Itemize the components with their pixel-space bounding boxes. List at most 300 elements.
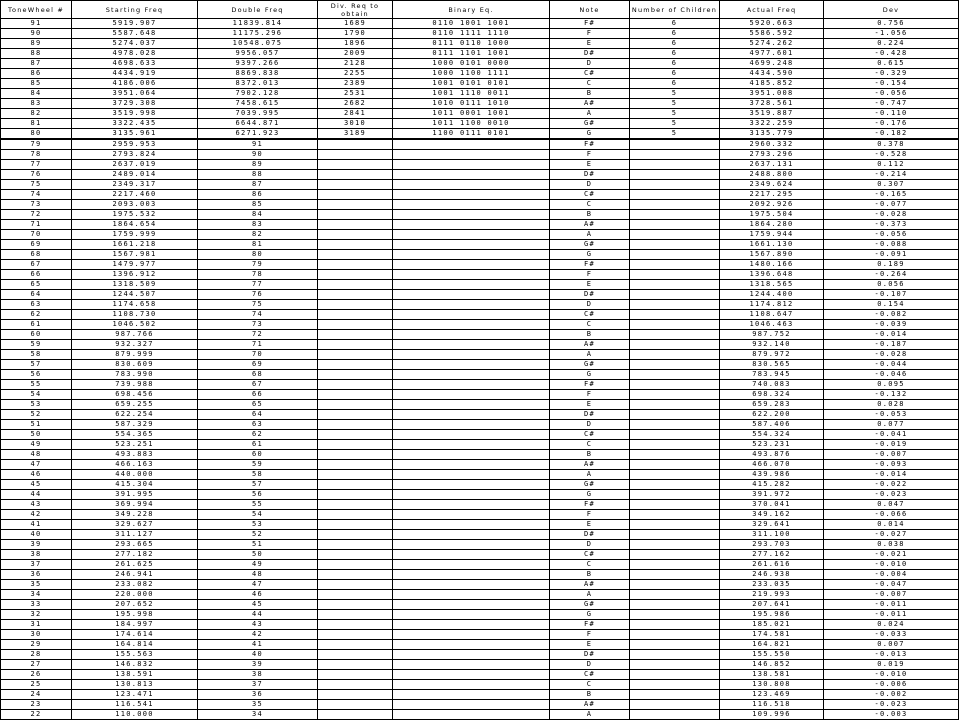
div-req-cell bbox=[318, 640, 393, 650]
starting-freq-cell: 622.254 bbox=[72, 410, 198, 420]
actual-freq-cell: 146.852 bbox=[720, 660, 824, 670]
table-row bbox=[1, 590, 959, 600]
div-req-cell: 2841 bbox=[318, 109, 393, 119]
starting-freq-cell: 246.941 bbox=[72, 570, 198, 580]
binary-eq-cell bbox=[393, 360, 550, 370]
binary-eq-cell bbox=[393, 220, 550, 230]
double-freq-cell: 41 bbox=[198, 640, 318, 650]
binary-eq-cell bbox=[393, 650, 550, 660]
actual-freq-cell: 1567.890 bbox=[720, 250, 824, 260]
children-cell bbox=[630, 380, 720, 390]
starting-freq-cell: 207.652 bbox=[72, 600, 198, 610]
starting-freq-cell: 5587.648 bbox=[72, 29, 198, 39]
binary-eq-cell bbox=[393, 410, 550, 420]
binary-eq-cell bbox=[393, 700, 550, 710]
double-freq-cell: 65 bbox=[198, 400, 318, 410]
note-cell: G# bbox=[550, 360, 630, 370]
note-cell: D# bbox=[550, 49, 630, 59]
binary-eq-cell bbox=[393, 400, 550, 410]
starting-freq-cell: 110.000 bbox=[72, 710, 198, 720]
div-req-cell bbox=[318, 580, 393, 590]
actual-freq-cell: 698.324 bbox=[720, 390, 824, 400]
dev-cell: -0.010 bbox=[824, 670, 959, 680]
binary-eq-cell bbox=[393, 390, 550, 400]
table-row bbox=[1, 430, 959, 440]
double-freq-cell: 72 bbox=[198, 330, 318, 340]
actual-freq-cell: 1975.504 bbox=[720, 210, 824, 220]
tonewheel-cell: 91 bbox=[1, 19, 72, 29]
double-freq-cell: 82 bbox=[198, 230, 318, 240]
double-freq-cell: 56 bbox=[198, 490, 318, 500]
double-freq-cell: 7039.995 bbox=[198, 109, 318, 119]
dev-cell: -0.022 bbox=[824, 480, 959, 490]
dev-cell: -0.004 bbox=[824, 570, 959, 580]
children-cell bbox=[630, 530, 720, 540]
binary-eq-cell bbox=[393, 600, 550, 610]
actual-freq-cell: 174.581 bbox=[720, 630, 824, 640]
div-req-cell bbox=[318, 530, 393, 540]
tonewheel-cell: 71 bbox=[1, 220, 72, 230]
double-freq-cell: 79 bbox=[198, 260, 318, 270]
note-cell: A# bbox=[550, 580, 630, 590]
starting-freq-cell: 220.000 bbox=[72, 590, 198, 600]
div-req-cell: 1896 bbox=[318, 39, 393, 49]
div-req-cell bbox=[318, 490, 393, 500]
div-req-cell bbox=[318, 250, 393, 260]
starting-freq-cell: 329.627 bbox=[72, 520, 198, 530]
table-row bbox=[1, 570, 959, 580]
note-cell: D bbox=[550, 180, 630, 190]
dev-cell: -0.747 bbox=[824, 99, 959, 109]
tonewheel-cell: 23 bbox=[1, 700, 72, 710]
dev-cell: -0.082 bbox=[824, 310, 959, 320]
double-freq-cell: 9956.057 bbox=[198, 49, 318, 59]
binary-eq-cell: 1010 0111 1010 bbox=[393, 99, 550, 109]
note-cell: B bbox=[550, 450, 630, 460]
div-req-cell bbox=[318, 470, 393, 480]
note-cell: F# bbox=[550, 380, 630, 390]
actual-freq-cell: 2488.800 bbox=[720, 170, 824, 180]
starting-freq-cell: 2217.460 bbox=[72, 190, 198, 200]
starting-freq-cell: 4978.028 bbox=[72, 49, 198, 59]
dev-cell: -0.214 bbox=[824, 170, 959, 180]
double-freq-cell: 54 bbox=[198, 510, 318, 520]
actual-freq-cell: 987.752 bbox=[720, 330, 824, 340]
note-cell: E bbox=[550, 520, 630, 530]
double-freq-cell: 61 bbox=[198, 440, 318, 450]
double-freq-cell: 6271.923 bbox=[198, 129, 318, 140]
starting-freq-cell: 2349.317 bbox=[72, 180, 198, 190]
note-cell: E bbox=[550, 640, 630, 650]
binary-eq-cell bbox=[393, 490, 550, 500]
double-freq-cell: 58 bbox=[198, 470, 318, 480]
starting-freq-cell: 1479.977 bbox=[72, 260, 198, 270]
starting-freq-cell: 1759.999 bbox=[72, 230, 198, 240]
children-cell bbox=[630, 420, 720, 430]
children-cell bbox=[630, 370, 720, 380]
tonewheel-cell: 54 bbox=[1, 390, 72, 400]
div-req-cell: 3010 bbox=[318, 119, 393, 129]
double-freq-cell: 87 bbox=[198, 180, 318, 190]
table-row bbox=[1, 290, 959, 300]
div-req-cell bbox=[318, 200, 393, 210]
binary-eq-cell bbox=[393, 540, 550, 550]
table-row bbox=[1, 460, 959, 470]
binary-eq-cell bbox=[393, 210, 550, 220]
actual-freq-cell: 5274.262 bbox=[720, 39, 824, 49]
double-freq-cell: 49 bbox=[198, 560, 318, 570]
table-row bbox=[1, 600, 959, 610]
binary-eq-cell bbox=[393, 510, 550, 520]
div-req-cell bbox=[318, 400, 393, 410]
tonewheel-cell: 88 bbox=[1, 49, 72, 59]
double-freq-cell: 62 bbox=[198, 430, 318, 440]
tonewheel-cell: 66 bbox=[1, 270, 72, 280]
note-cell: D# bbox=[550, 530, 630, 540]
tonewheel-cell: 89 bbox=[1, 39, 72, 49]
dev-cell: -0.011 bbox=[824, 600, 959, 610]
tonewheel-cell: 61 bbox=[1, 320, 72, 330]
div-req-cell bbox=[318, 560, 393, 570]
children-cell: 5 bbox=[630, 99, 720, 109]
table-row bbox=[1, 540, 959, 550]
tonewheel-cell: 46 bbox=[1, 470, 72, 480]
div-req-cell bbox=[318, 290, 393, 300]
starting-freq-cell: 277.182 bbox=[72, 550, 198, 560]
table-row bbox=[1, 230, 959, 240]
actual-freq-cell: 3519.887 bbox=[720, 109, 824, 119]
tonewheel-cell: 37 bbox=[1, 560, 72, 570]
div-req-cell bbox=[318, 390, 393, 400]
starting-freq-cell: 146.832 bbox=[72, 660, 198, 670]
binary-eq-cell bbox=[393, 180, 550, 190]
div-req-cell bbox=[318, 410, 393, 420]
starting-freq-cell: 739.988 bbox=[72, 380, 198, 390]
binary-eq-cell bbox=[393, 270, 550, 280]
children-cell bbox=[630, 290, 720, 300]
actual-freq-cell: 2217.295 bbox=[720, 190, 824, 200]
tonewheel-cell: 41 bbox=[1, 520, 72, 530]
double-freq-cell: 63 bbox=[198, 420, 318, 430]
tonewheel-cell: 51 bbox=[1, 420, 72, 430]
actual-freq-cell: 415.282 bbox=[720, 480, 824, 490]
binary-eq-cell bbox=[393, 630, 550, 640]
div-req-cell bbox=[318, 270, 393, 280]
starting-freq-cell: 349.228 bbox=[72, 510, 198, 520]
double-freq-cell: 11839.814 bbox=[198, 19, 318, 29]
dev-cell: -0.154 bbox=[824, 79, 959, 89]
starting-freq-cell: 440.000 bbox=[72, 470, 198, 480]
div-req-cell bbox=[318, 210, 393, 220]
tonewheel-cell: 53 bbox=[1, 400, 72, 410]
children-cell bbox=[630, 139, 720, 150]
note-cell: A bbox=[550, 350, 630, 360]
note-cell: F bbox=[550, 510, 630, 520]
actual-freq-cell: 3728.561 bbox=[720, 99, 824, 109]
double-freq-cell: 53 bbox=[198, 520, 318, 530]
dev-cell: -0.176 bbox=[824, 119, 959, 129]
double-freq-cell: 52 bbox=[198, 530, 318, 540]
note-cell: A# bbox=[550, 460, 630, 470]
dev-cell: 0.007 bbox=[824, 640, 959, 650]
table-row bbox=[1, 640, 959, 650]
div-req-cell bbox=[318, 350, 393, 360]
double-freq-cell: 83 bbox=[198, 220, 318, 230]
children-cell bbox=[630, 700, 720, 710]
children-cell bbox=[630, 210, 720, 220]
note-cell: E bbox=[550, 39, 630, 49]
table-row bbox=[1, 510, 959, 520]
starting-freq-cell: 554.365 bbox=[72, 430, 198, 440]
actual-freq-cell: 932.140 bbox=[720, 340, 824, 350]
note-cell: B bbox=[550, 690, 630, 700]
table-row bbox=[1, 440, 959, 450]
tonewheel-cell: 42 bbox=[1, 510, 72, 520]
tonewheel-cell: 64 bbox=[1, 290, 72, 300]
note-cell: C# bbox=[550, 670, 630, 680]
table-row bbox=[1, 630, 959, 640]
children-cell bbox=[630, 220, 720, 230]
dev-cell: -0.110 bbox=[824, 109, 959, 119]
children-cell bbox=[630, 310, 720, 320]
starting-freq-cell: 3135.961 bbox=[72, 129, 198, 140]
binary-eq-cell bbox=[393, 260, 550, 270]
tonewheel-cell: 78 bbox=[1, 150, 72, 160]
children-cell bbox=[630, 540, 720, 550]
dev-cell: -0.428 bbox=[824, 49, 959, 59]
dev-cell: -0.165 bbox=[824, 190, 959, 200]
children-cell: 6 bbox=[630, 79, 720, 89]
actual-freq-cell: 4977.601 bbox=[720, 49, 824, 59]
tonewheel-cell: 22 bbox=[1, 710, 72, 720]
double-freq-cell: 36 bbox=[198, 690, 318, 700]
note-cell: B bbox=[550, 210, 630, 220]
note-cell: D bbox=[550, 420, 630, 430]
note-cell: F bbox=[550, 150, 630, 160]
actual-freq-cell: 3135.779 bbox=[720, 129, 824, 140]
div-req-cell bbox=[318, 340, 393, 350]
double-freq-cell: 73 bbox=[198, 320, 318, 330]
children-cell bbox=[630, 710, 720, 720]
div-req-cell bbox=[318, 150, 393, 160]
starting-freq-cell: 116.541 bbox=[72, 700, 198, 710]
actual-freq-cell: 246.938 bbox=[720, 570, 824, 580]
actual-freq-cell: 155.550 bbox=[720, 650, 824, 660]
actual-freq-cell: 2349.624 bbox=[720, 180, 824, 190]
children-cell bbox=[630, 330, 720, 340]
tonewheel-cell: 63 bbox=[1, 300, 72, 310]
starting-freq-cell: 155.563 bbox=[72, 650, 198, 660]
double-freq-cell: 50 bbox=[198, 550, 318, 560]
double-freq-cell: 11175.296 bbox=[198, 29, 318, 39]
actual-freq-cell: 116.518 bbox=[720, 700, 824, 710]
header-double-freq: Double Freq bbox=[198, 1, 318, 19]
table-row bbox=[1, 270, 959, 280]
note-cell: G# bbox=[550, 119, 630, 129]
table-row bbox=[1, 99, 959, 109]
table-row bbox=[1, 350, 959, 360]
dev-cell: -0.002 bbox=[824, 690, 959, 700]
children-cell bbox=[630, 670, 720, 680]
actual-freq-cell: 3951.008 bbox=[720, 89, 824, 99]
double-freq-cell: 6644.871 bbox=[198, 119, 318, 129]
table-row bbox=[1, 119, 959, 129]
children-cell bbox=[630, 240, 720, 250]
div-req-cell bbox=[318, 550, 393, 560]
children-cell bbox=[630, 300, 720, 310]
div-req-cell bbox=[318, 660, 393, 670]
actual-freq-cell: 523.231 bbox=[720, 440, 824, 450]
dev-cell: -0.041 bbox=[824, 430, 959, 440]
starting-freq-cell: 987.766 bbox=[72, 330, 198, 340]
double-freq-cell: 44 bbox=[198, 610, 318, 620]
binary-eq-cell bbox=[393, 370, 550, 380]
table-row bbox=[1, 690, 959, 700]
table-row bbox=[1, 660, 959, 670]
children-cell: 6 bbox=[630, 29, 720, 39]
table-row bbox=[1, 150, 959, 160]
dev-cell: -0.091 bbox=[824, 250, 959, 260]
actual-freq-cell: 659.283 bbox=[720, 400, 824, 410]
double-freq-cell: 80 bbox=[198, 250, 318, 260]
children-cell bbox=[630, 280, 720, 290]
actual-freq-cell: 4185.852 bbox=[720, 79, 824, 89]
dev-cell: 0.756 bbox=[824, 19, 959, 29]
starting-freq-cell: 3951.064 bbox=[72, 89, 198, 99]
note-cell: C# bbox=[550, 430, 630, 440]
table-row bbox=[1, 470, 959, 480]
double-freq-cell: 68 bbox=[198, 370, 318, 380]
table-row bbox=[1, 650, 959, 660]
starting-freq-cell: 1046.502 bbox=[72, 320, 198, 330]
binary-eq-cell bbox=[393, 690, 550, 700]
binary-eq-cell bbox=[393, 350, 550, 360]
starting-freq-cell: 369.994 bbox=[72, 500, 198, 510]
table-row bbox=[1, 330, 959, 340]
double-freq-cell: 35 bbox=[198, 700, 318, 710]
binary-eq-cell bbox=[393, 640, 550, 650]
children-cell bbox=[630, 680, 720, 690]
dev-cell: -1.056 bbox=[824, 29, 959, 39]
double-freq-cell: 84 bbox=[198, 210, 318, 220]
starting-freq-cell: 164.814 bbox=[72, 640, 198, 650]
note-cell: A bbox=[550, 109, 630, 119]
note-cell: C# bbox=[550, 310, 630, 320]
actual-freq-cell: 1174.812 bbox=[720, 300, 824, 310]
div-req-cell bbox=[318, 280, 393, 290]
double-freq-cell: 48 bbox=[198, 570, 318, 580]
div-req-cell bbox=[318, 170, 393, 180]
note-cell: G bbox=[550, 370, 630, 380]
starting-freq-cell: 1318.509 bbox=[72, 280, 198, 290]
actual-freq-cell: 439.986 bbox=[720, 470, 824, 480]
starting-freq-cell: 1864.654 bbox=[72, 220, 198, 230]
table-row bbox=[1, 610, 959, 620]
dev-cell: -0.023 bbox=[824, 700, 959, 710]
children-cell: 5 bbox=[630, 129, 720, 140]
actual-freq-cell: 370.041 bbox=[720, 500, 824, 510]
table-row bbox=[1, 69, 959, 79]
tonewheel-cell: 27 bbox=[1, 660, 72, 670]
dev-cell: -0.007 bbox=[824, 590, 959, 600]
binary-eq-cell: 1000 1100 1111 bbox=[393, 69, 550, 79]
tonewheel-cell: 83 bbox=[1, 99, 72, 109]
table-row bbox=[1, 320, 959, 330]
div-req-cell bbox=[318, 380, 393, 390]
div-req-cell bbox=[318, 540, 393, 550]
note-cell: D# bbox=[550, 170, 630, 180]
actual-freq-cell: 740.083 bbox=[720, 380, 824, 390]
starting-freq-cell: 2793.824 bbox=[72, 150, 198, 160]
note-cell: G bbox=[550, 610, 630, 620]
binary-eq-cell bbox=[393, 340, 550, 350]
header-starting-freq: Starting Freq bbox=[72, 1, 198, 19]
starting-freq-cell: 130.813 bbox=[72, 680, 198, 690]
table-row bbox=[1, 520, 959, 530]
children-cell bbox=[630, 260, 720, 270]
starting-freq-cell: 493.883 bbox=[72, 450, 198, 460]
actual-freq-cell: 164.821 bbox=[720, 640, 824, 650]
actual-freq-cell: 1396.648 bbox=[720, 270, 824, 280]
children-cell bbox=[630, 270, 720, 280]
div-req-cell bbox=[318, 680, 393, 690]
dev-cell: -0.021 bbox=[824, 550, 959, 560]
note-cell: A bbox=[550, 590, 630, 600]
double-freq-cell: 64 bbox=[198, 410, 318, 420]
binary-eq-cell: 0111 0110 1000 bbox=[393, 39, 550, 49]
tonewheel-cell: 69 bbox=[1, 240, 72, 250]
children-cell bbox=[630, 320, 720, 330]
dev-cell: 0.047 bbox=[824, 500, 959, 510]
binary-eq-cell bbox=[393, 570, 550, 580]
tonewheel-cell: 44 bbox=[1, 490, 72, 500]
div-req-cell bbox=[318, 670, 393, 680]
starting-freq-cell: 2093.003 bbox=[72, 200, 198, 210]
header-div-req: Div. Req to obtain bbox=[318, 1, 393, 19]
table-row bbox=[1, 49, 959, 59]
div-req-cell: 2682 bbox=[318, 99, 393, 109]
note-cell: F# bbox=[550, 260, 630, 270]
table-row bbox=[1, 170, 959, 180]
tonewheel-cell: 90 bbox=[1, 29, 72, 39]
note-cell: A bbox=[550, 230, 630, 240]
starting-freq-cell: 2489.014 bbox=[72, 170, 198, 180]
div-req-cell bbox=[318, 520, 393, 530]
table-row bbox=[1, 450, 959, 460]
table-row bbox=[1, 210, 959, 220]
binary-eq-cell bbox=[393, 290, 550, 300]
note-cell: F# bbox=[550, 500, 630, 510]
children-cell: 6 bbox=[630, 69, 720, 79]
div-req-cell: 2531 bbox=[318, 89, 393, 99]
starting-freq-cell: 698.456 bbox=[72, 390, 198, 400]
note-cell: C bbox=[550, 680, 630, 690]
starting-freq-cell: 1174.658 bbox=[72, 300, 198, 310]
note-cell: C# bbox=[550, 69, 630, 79]
note-cell: C bbox=[550, 320, 630, 330]
binary-eq-cell bbox=[393, 660, 550, 670]
actual-freq-cell: 1244.400 bbox=[720, 290, 824, 300]
note-cell: A# bbox=[550, 700, 630, 710]
double-freq-cell: 42 bbox=[198, 630, 318, 640]
starting-freq-cell: 1108.730 bbox=[72, 310, 198, 320]
note-cell: F# bbox=[550, 620, 630, 630]
div-req-cell bbox=[318, 500, 393, 510]
children-cell bbox=[630, 470, 720, 480]
table-row bbox=[1, 200, 959, 210]
actual-freq-cell: 123.469 bbox=[720, 690, 824, 700]
children-cell bbox=[630, 660, 720, 670]
